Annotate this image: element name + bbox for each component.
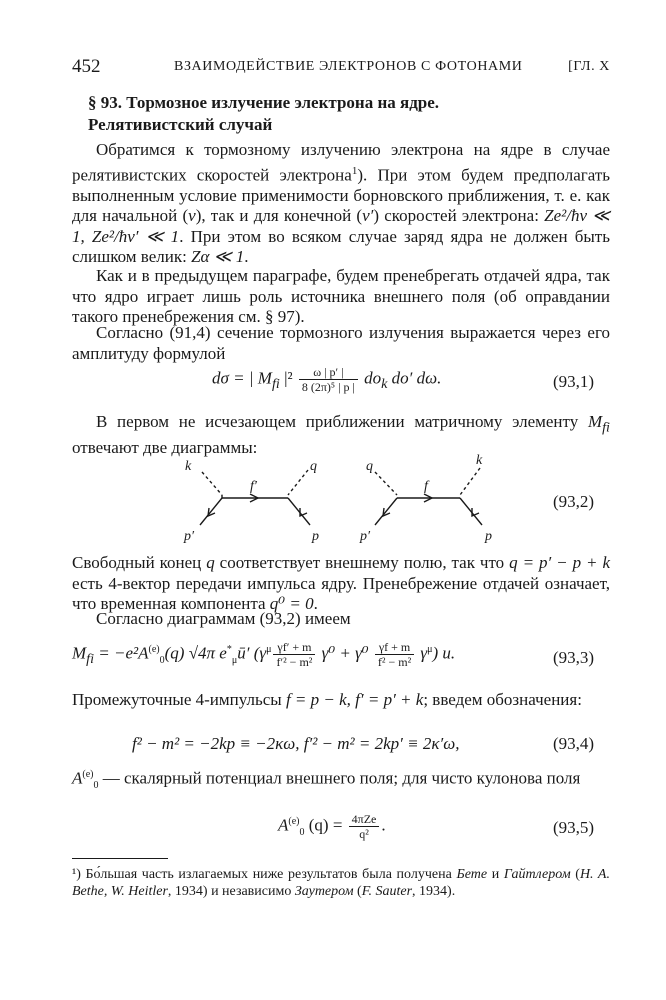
eq1-lhs-exp: |² <box>279 368 293 388</box>
label-q-left: q <box>310 459 317 474</box>
eq3-lhs: M <box>72 643 87 663</box>
eq3-lhs-sub: fi <box>86 650 95 667</box>
eq1-fraction <box>299 365 358 394</box>
eq5-end: . <box>381 815 386 835</box>
footnote-rule <box>72 858 168 859</box>
paragraph-1 <box>72 140 610 268</box>
footnote-ref: 1 <box>351 164 358 177</box>
paragraph-6: Согласно диаграммам (93,2) имеем <box>96 609 351 628</box>
label-fprime: f′ <box>250 479 257 494</box>
p1-vp: v′ <box>362 206 374 226</box>
eq3-fraction-2 <box>375 640 414 669</box>
page-number: 452 <box>72 56 101 77</box>
eq2-number: (93,2) <box>553 492 595 511</box>
equation-93-4 <box>132 734 459 754</box>
eq3-mid3: ū′ (γ <box>237 643 267 663</box>
p1-text-a: Обратимся к тормозному излучению электрона на ядре в случае релятивистских скоростей электрона <box>72 140 610 185</box>
label-pprime-right: p′ <box>360 529 371 544</box>
photon-line-k <box>202 472 222 495</box>
eq1-rhs-sub: k <box>381 375 388 392</box>
p1-text-b: ). При этом будем предполагать выполненным условие применимости борновского приближения, т. е. как для начальной ( <box>72 165 610 226</box>
p5-text-a: Свободный конец <box>72 553 207 572</box>
paragraph-2: Как и в предыдущем параграфе, будем пренебрегать отдачей ядра, так что ядро играет лишь роль источника внешнего поля (об оправдании такого пренебрежения см. § 97). <box>72 266 610 326</box>
eq3-mid4: γ⁰ + γ⁰ <box>317 643 373 663</box>
footnote-text-a: Бо́льшая часть излагаемых ниже результатов была получена <box>80 867 457 882</box>
eq5-number: (93,5) <box>553 818 595 837</box>
footnote-name-heitler: Гайтлером <box>503 867 571 882</box>
chapter-label: [ГЛ. X <box>568 59 610 74</box>
p8-a-sup: (e) <box>82 769 94 780</box>
p8-a: A <box>72 768 83 788</box>
arrow-pprime-right <box>383 508 390 516</box>
label-p-left: p <box>312 529 319 544</box>
eq3-end2: ) u. <box>432 643 456 663</box>
eq3-number: (93,3) <box>553 648 595 667</box>
p7-momenta: f = p − k, f′ = p′ + k <box>285 690 424 709</box>
p8-a-sub: 0 <box>93 780 99 792</box>
equation-93-5 <box>278 812 386 841</box>
p1-text-f: . <box>244 247 249 267</box>
label-p-right: p <box>485 529 492 544</box>
eq5-lhs-sub: 0 <box>299 826 305 838</box>
eq3-fraction-1 <box>273 640 315 669</box>
eq1-frac-den: 8 (2π)⁵ | p | <box>301 380 355 394</box>
p1-condition-born: Ze²/ħv ≪ 1, Ze²/ħv′ ≪ 1 <box>72 206 610 246</box>
eq4-number: (93,4) <box>553 734 595 753</box>
equation-93-3 <box>72 640 455 669</box>
p5-text-d: . <box>313 594 318 613</box>
eq1-number: (93,1) <box>553 372 595 391</box>
footnote-name-sauter: Заутером <box>294 884 354 899</box>
diagram-right <box>375 468 482 525</box>
eq3-frac1-den: f′² − m² <box>276 655 313 669</box>
footnote <box>72 866 610 900</box>
eq3-frac1-num: γf′ + m <box>273 640 315 655</box>
eq5-fraction <box>349 812 380 841</box>
photon-line-k-right <box>460 468 480 495</box>
eq5-lhs-sup: (e) <box>288 815 300 827</box>
p4-m: M <box>587 412 603 431</box>
electron-in-p <box>288 498 310 525</box>
eq4-body: f² − m² = −2kp ≡ −2κω, f′² − m² = 2kp′ ≡ 2κ′ω, <box>132 734 460 753</box>
eq1-frac-num: ω | p′ | <box>299 365 358 380</box>
p1-v: v <box>188 206 196 226</box>
footnote-name-latin: H. A. Bethe, W. Heitler <box>72 867 610 899</box>
footnote-text-f: , 1934). <box>412 884 456 899</box>
p4-text-a: В первом не исчезающем приближении матричному элементу <box>96 412 588 431</box>
feynman-diagrams <box>170 450 510 550</box>
section-heading <box>88 92 588 136</box>
p5-q0: q⁰ = 0 <box>269 594 314 613</box>
eq3-mid-sup: (e) <box>148 643 160 655</box>
eq3-frac2-num: γf + m <box>375 640 414 655</box>
eq3-mu-1: μ <box>266 643 272 655</box>
paragraph-3: Согласно (91,4) сечение тормозного излучения выражается через его амплитуду формулой <box>72 323 610 363</box>
footnote-name-bete: Бете <box>456 867 488 882</box>
field-line-q <box>288 470 308 495</box>
label-k-left: k <box>185 459 192 474</box>
paragraph-8 <box>72 765 610 797</box>
p5-momentum-transfer: q = p′ − p + k <box>509 553 611 572</box>
eq3-end: γ <box>416 643 428 663</box>
p1-text-c: ), так и для конечной ( <box>195 206 363 226</box>
p5-text-b: соответствует внешнему полю, так что <box>214 553 510 572</box>
p1-text-d: ) скоростей электрона: <box>373 206 545 226</box>
p1-condition-z: Zα ≪ 1 <box>191 247 245 267</box>
p5-text-c: есть 4-вектор передачи импульса ядру. Пренебрежение отдачей означает, что временная компонента <box>72 573 610 613</box>
field-line-q-right <box>375 472 397 495</box>
eq3-mid-sub: 0 <box>159 654 165 666</box>
section-title-line2: Релятивистский случай <box>88 115 273 134</box>
equation-93-1 <box>212 365 441 394</box>
eq1-rhs: do <box>359 368 382 388</box>
p5-q: q <box>206 553 215 572</box>
paragraph-7 <box>72 690 610 711</box>
eq3-frac2-den: f² − m² <box>377 655 412 669</box>
label-q-right: q <box>366 459 373 474</box>
section-title-line1: § 93. Тормозное излучение электрона на ядре. <box>88 93 440 112</box>
label-f: f <box>424 479 428 494</box>
footnote-name-sauter-latin: F. Sauter <box>361 884 413 899</box>
eq3-mid: = −e²A <box>94 643 149 663</box>
eq3-mid2: (q) √4π e <box>164 643 227 663</box>
electron-out-pprime <box>200 498 222 525</box>
footnote-text-e: ( <box>353 884 362 899</box>
electron-in-p-right <box>460 498 482 525</box>
footnote-text-d: , 1934) и независимо <box>167 884 295 899</box>
label-pprime-left: p′ <box>184 529 195 544</box>
eq3-mid2-sup: * <box>226 643 232 655</box>
eq5-lhs2: (q) = <box>304 815 347 835</box>
arrow-p-right <box>472 508 479 516</box>
eq5-frac-num: 4πZe <box>349 812 380 827</box>
footnote-text-c: ( <box>570 867 580 882</box>
p4-m-sub: fi <box>602 419 610 436</box>
eq3-mu-2: μ <box>427 643 433 655</box>
eq5-frac-den: q² <box>359 827 369 841</box>
footnote-text-b: и <box>487 867 504 882</box>
label-k-right: k <box>476 453 483 468</box>
p7-text-b: ; введем обозначения: <box>423 690 582 709</box>
p1-text-e: . При этом во всяком случае заряд ядра не должен быть слишком велик: <box>72 226 610 267</box>
paragraph-5 <box>72 553 610 615</box>
eq1-lhs: dσ = | M <box>212 368 272 388</box>
p8-text-b: — скалярный потенциал внешнего поля; для чисто кулонова поля <box>98 768 581 788</box>
eq1-rhs2: do′ dω. <box>387 368 442 388</box>
eq5-lhs: A <box>278 815 289 835</box>
running-head <box>72 56 610 80</box>
arrow-pprime-left <box>208 508 215 516</box>
eq3-mid2-sub: μ <box>231 654 238 666</box>
electron-out-pprime-right <box>375 498 397 525</box>
p4-text-b: отвечают две диаграммы: <box>72 437 258 457</box>
p7-text-a: Промежуточные 4-импульсы <box>72 690 286 709</box>
arrow-p-left <box>300 508 307 516</box>
eq1-lhs-sub: fi <box>271 375 280 392</box>
footnote-marker: ¹) <box>72 867 81 882</box>
running-title: ВЗАИМОДЕЙСТВИЕ ЭЛЕКТРОНОВ С ФОТОНАМИ <box>174 59 523 74</box>
